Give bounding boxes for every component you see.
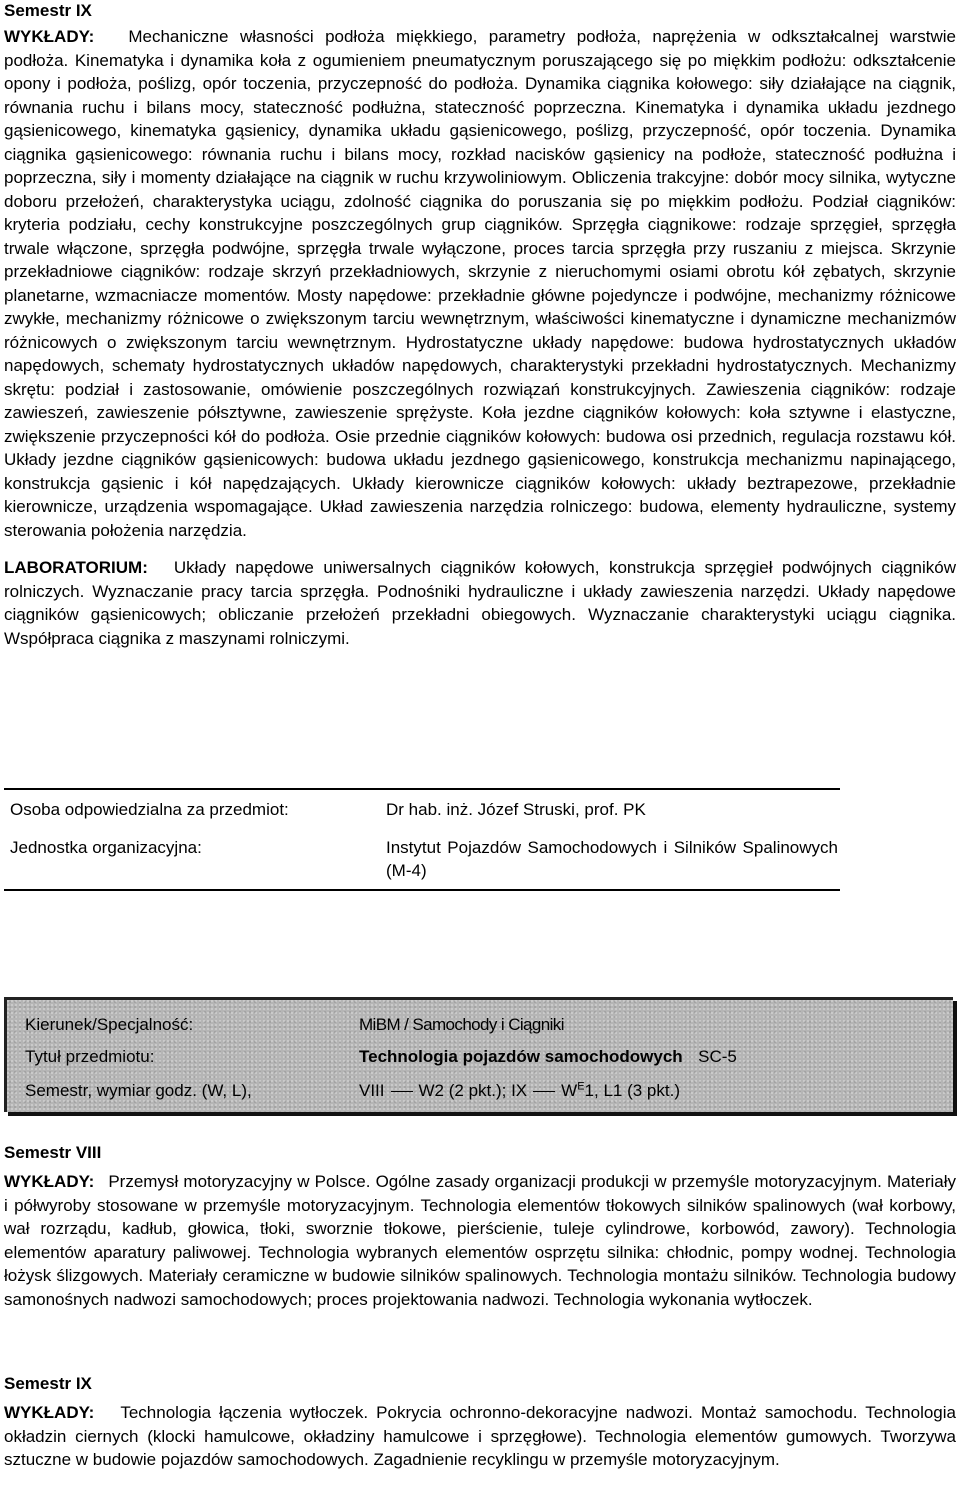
- organizational-unit-label: Jednostka organizacyjna:: [10, 837, 202, 857]
- lecture-text: Technologia łączenia wytłoczek. Pokrycia ochronno-dekoracyjne nadwozi. Montaż samochodu. Technologia okładzin ciernych (klocki hamulcowe, okładziny hamulcowe i sprzęgłowe). Technologia elementów gumowych. Tworzywa sztuczne w budowie pojazdów samochodowych. Zagadnienie recyklingu w przemyśle motoryzacyjnym.: [4, 1403, 956, 1469]
- lecture-text: Przemysł motoryzacyjny w Polsce. Ogólne zasady organizacji produkcji w przemyśle motoryzacyjnym. Materiały i półwyroby stosowane w przemyśle motoryzacyjnym. Technologia elementów tłokowych silników spalinowych (wał korbowy, wał rozrządu, kadłub, głowica, tłoki, sworznie tłokowe, pierścienie, tuleje cylindrowe, korbowód, zawory). Technologia elementów aparatury paliwowej. Technologia wybranych elementów osprzętu silnika: chłodnic, pompy wodnej. Technologia łożysk ślizgowych. Materiały ceramiczne w budowie silników spalinowych. Technologia montażu silników. Technologia budowy samonośnych nadwozi samochodowych; proces projektowania nadwozi. Technologia wykonania wytłoczek.: [4, 1172, 956, 1309]
- section-semester-ix-b: [4, 1373, 956, 1472]
- lecture-label: WYKŁADY:: [4, 27, 95, 46]
- responsibility-block: [4, 788, 840, 891]
- lecture-label: WYKŁADY:: [4, 1403, 95, 1422]
- organizational-unit-row: [4, 836, 840, 883]
- semester-value-d: 1, L1 (3 pkt.): [584, 1081, 680, 1100]
- semester-heading: Semestr VIII: [4, 1143, 102, 1162]
- lecture-paragraph: [4, 25, 956, 542]
- responsible-person-row: [4, 798, 840, 822]
- section-semester-ix-a: [4, 0, 956, 650]
- lecture-paragraph: [4, 1401, 956, 1472]
- course-title: Technologia pojazdów samochodowych: [359, 1047, 683, 1066]
- responsible-person-value: Dr hab. inż. Józef Struski, prof. PK: [386, 800, 646, 819]
- dash-separator: [391, 1091, 413, 1092]
- exam-superscript: E: [577, 1080, 585, 1093]
- lecture-text: Mechaniczne własności podłoża miękkiego, parametry podłoża, naprężenia w odkształcalnej warstwie podłoża. Kinematyka i dynamika koła z ogumieniem pneumatycznym poruszającego się po miękkim podłożu: odkształcenie opony i podłoża, poślizg, opór toczenia, przyczepność do podłoża. Dynamika ciągnika kołowego: siły działające na ciągnik, równania ruchu i bilans mocy, stateczność podłużna, stateczność poprzeczna. Kinematyka i dynamika układu jezdnego gąsienicowego, kinematyka gąsienicy, dynamika układu gąsienicowego, poślizg, przyczepność, opór toczenia. Dynamika ciągnika gąsienicowego: równania ruchu i bilans mocy, rozkład nacisków gąsienicy na podłoże, stateczność podłużna i poprzeczna, siły i momenty działające na ciągnik w ruchu krzywoliniowym. Obliczenia trakcyjne: dobór mocy silnika, wytyczne doboru przełożeń, charakterystyka uciągu, zdolność ciągnika do poruszania się po miękkim podłożu. Podział ciągników: kryteria podziału, cechy konstrukcyjne poszczególnych grup ciągników. Sprzęgła ciągnikowe: rodzaje sprzęgieł, sprzęgła trwale włączone, sprzęgła podwójne, sprzęgła trwale wyłączone, proces tarcia sprzęgła przy ruszaniu z miejsca. Skrzynie przekładniowe ciągników: rodzaje skrzyń przekładniowych, skrzynie z nieruchomymi osiami obrotu kół zębatych, skrzynie planetarne, wzmacniacze momentów. Mosty napędowe: przekładnie główne pojedyncze i podwójne, mechanizmy różnicowe zwykłe, mechanizmy różnicowe o zwiększonym tarciu wewnętrznym, właściwości kinematyczne i dynamiczne mechanizmów różnicowych o zwiększonym tarciu wewnętrznym. Hydrostatyczne układy napędowe: budowa hydrostatycznych układów napędowych, schematy hydrostatycznych układów napędowych, charakterystyki przekładni hydrostatycznych. Mechanizmy skrętu: podział i zastosowanie, omówienie poszczególnych rozwiązań konstrukcyjnych. Zawieszenia ciągników: rodzaje zawieszeń, zawieszenie półsztywne, zawieszenie sprężyste. Koła jezdne ciągników kołowych: koła sztywne i elastyczne, zwiększenie przyczepności kół do podłoża. Osie przednie ciągników kołowych: budowa osi przednich, regulacja rozstawu kół. Układy jezdne ciągników gąsienicowych: budowa układu jezdnego gąsienicowego, konstrukcja mechanizmu napinającego, konstrukcja gąsienic i kół napędzających. Układy kierownicze ciągników kołowych: układy beztrapezowe, przekładnie kierownicze, urządzenia wspomagające. Układ zawieszenia narzędzia rolniczego: budowa, elementy hydrauliczne, systemy sterowania położenia narzędzia.: [4, 27, 956, 540]
- semester-heading: Semestr IX: [4, 1, 92, 20]
- laboratory-label: LABORATORIUM:: [4, 558, 148, 577]
- organizational-unit-value: Instytut Pojazdów Samochodowych i Silników Spalinowych (M-4): [386, 837, 838, 880]
- semester-heading: Semestr IX: [4, 1374, 92, 1393]
- lecture-label: WYKŁADY:: [4, 1172, 95, 1191]
- semester-viii: VIII: [359, 1081, 385, 1100]
- responsible-person-label: Osoba odpowiedzialna za przedmiot:: [10, 800, 289, 819]
- field-label: Kierunek/Specjalność:: [25, 1015, 194, 1034]
- course-code: SC-5: [698, 1047, 737, 1066]
- laboratory-text: Układy napędowe uniwersalnych ciągników kołowych, konstrukcja sprzęgieł podwójnych ciągników rolniczych. Wyznaczanie pracy tarcia sprzęgła. Podnośniki hydrauliczne i układy zawieszenia narzędzi. Układy napędowe ciągników gąsienicowych; obliczanie przełożeń przekładni obiegowych. Wyznaczanie charakterystyki uciągu ciągnika. Współpraca ciągnika z maszynami rolniczymi.: [4, 558, 956, 648]
- semester-value-w: W: [561, 1081, 578, 1100]
- dash-separator: [533, 1091, 555, 1092]
- semester-value-row: [359, 1080, 680, 1102]
- title-label: Tytuł przedmiotu:: [25, 1047, 155, 1066]
- lecture-paragraph: [4, 1170, 956, 1311]
- section-semester-viii: [4, 1142, 956, 1311]
- field-value: MiBM / Samochody i Ciągniki: [359, 1015, 564, 1034]
- semester-label: Semestr, wymiar godz. (W, L),: [25, 1081, 252, 1100]
- course-info-box: [4, 997, 953, 1112]
- title-value-row: [359, 1046, 737, 1068]
- laboratory-paragraph: [4, 556, 956, 650]
- semester-value-b: W2 (2 pkt.); IX: [418, 1081, 528, 1100]
